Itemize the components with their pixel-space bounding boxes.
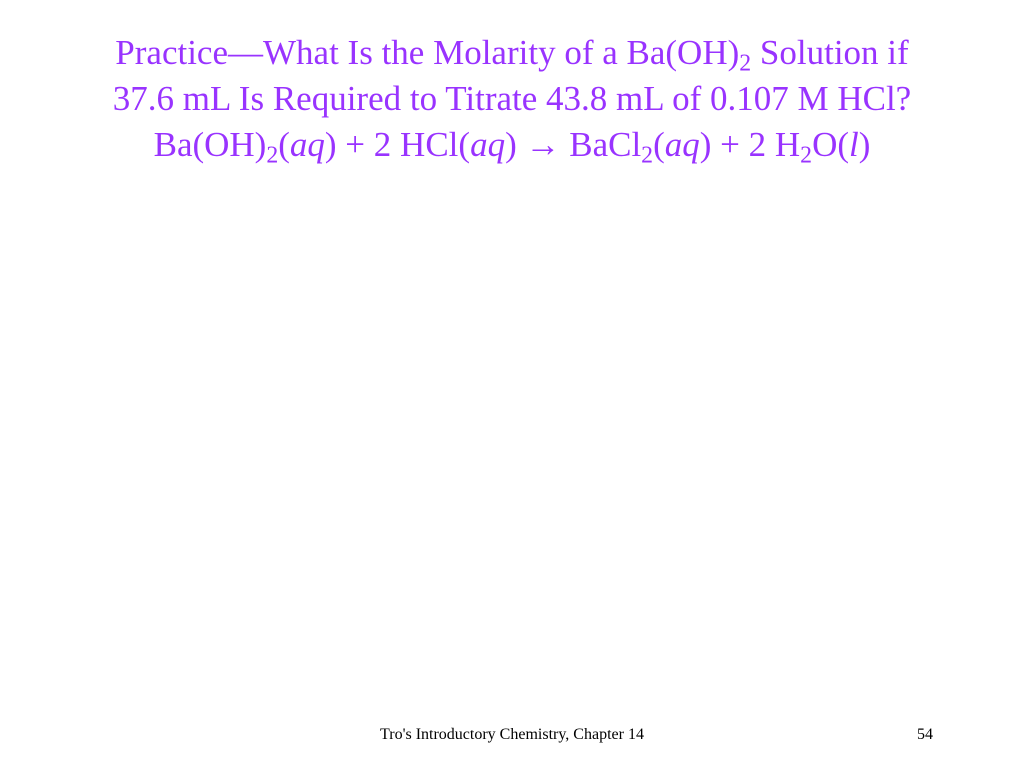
chemical-equation [0,122,1024,168]
reaction-arrow-icon: → [525,125,561,164]
subscript: 2 [739,50,752,77]
state-symbol: aq [470,125,506,164]
title-text: Practice—What Is the Molarity of a Ba(OH) [115,33,740,72]
slide-footer: Tro's Introductory Chemistry, Chapter 14 [380,726,644,743]
slide-number: 54 [917,726,933,743]
subscript: 2 [800,142,813,169]
product-water: ) + 2 H [699,125,801,164]
slide-title [0,30,1024,168]
equation-text: ) [858,125,871,164]
reactant-hydrochloric-acid: ) + 2 HCl( [324,125,471,164]
subscript: 2 [266,142,279,169]
title-text: Solution if [751,33,909,72]
equation-text: ( [653,125,665,164]
equation-text: ) [505,125,526,164]
equation-text: O( [812,125,849,164]
subscript: 2 [641,142,654,169]
state-symbol: l [849,125,859,164]
equation-text: ( [278,125,290,164]
product-barium-chloride: BaCl [560,125,642,164]
title-line-2: 37.6 mL Is Required to Titrate 43.8 mL of 0.107 M HCl? [112,79,912,118]
state-symbol: aq [289,125,325,164]
title-line-1 [0,30,1024,76]
reactant-barium-hydroxide: Ba(OH) [153,125,267,164]
state-symbol: aq [664,125,700,164]
